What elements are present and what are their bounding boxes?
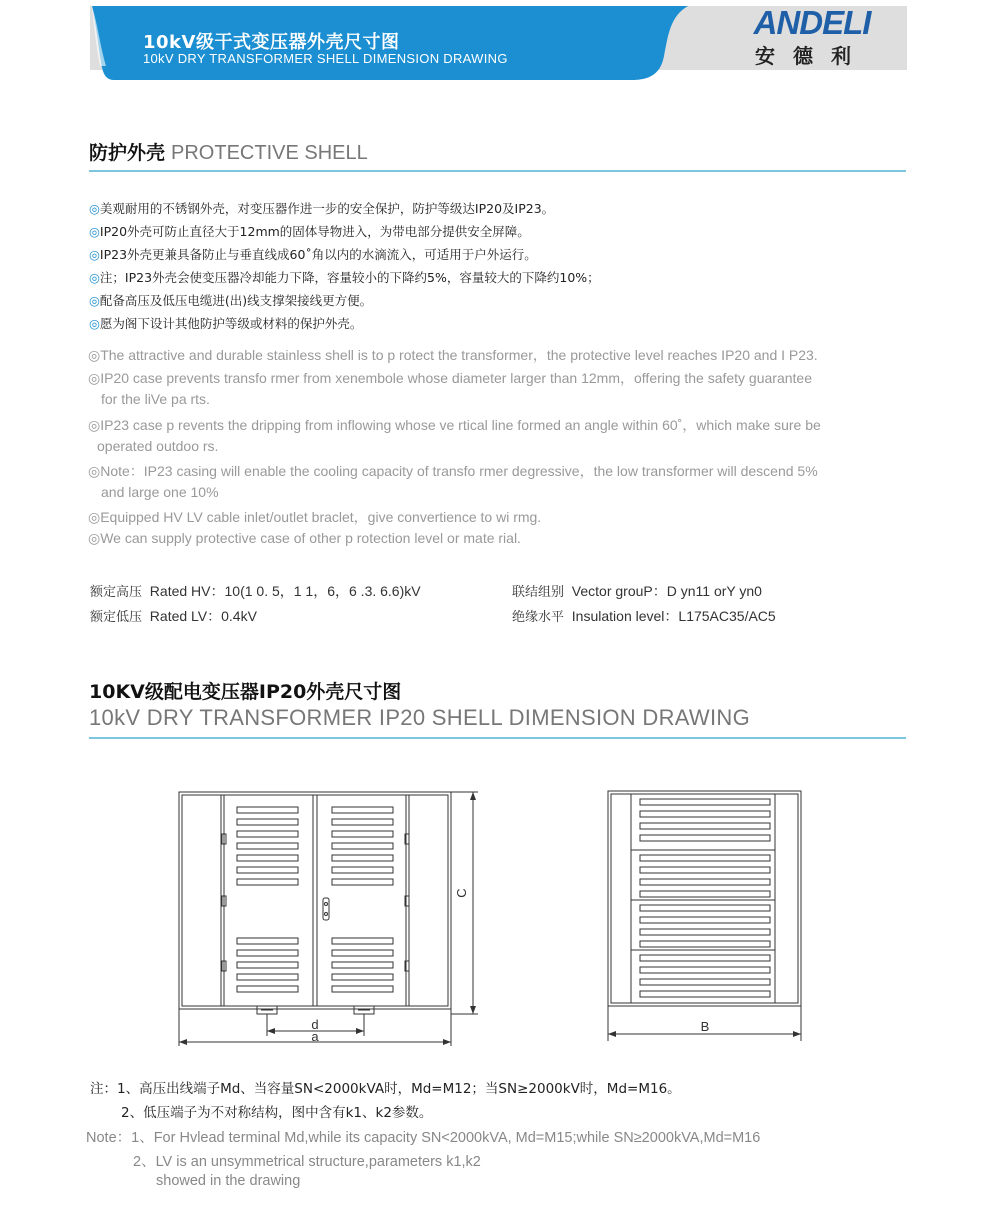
bullet-cn: ◎注；IP23外壳会使变压器冷却能力下降，容量较小的下降约5%，容量较大的下降约10%； [89,270,600,285]
bullet-en: ◎IP20 case prevents transfo rmer from xenembole whose diameter larger than 12mm，offering the safety guarantee [88,370,812,386]
bullet-en: ◎IP23 case p revents the dripping from inflowing whose ve rtical line formed an angle within 60˚，which make sure be [88,417,821,433]
section-title-cn: 防护外壳 [89,142,166,164]
brand-logo-cn: 安德利 [755,44,869,68]
bullet-en-continued: for the liVe pa rts. [101,391,210,407]
bullet-cn: ◎IP23外壳更兼具备防止与垂直线成60˚角以内的水滴流入，可适用于户外运行。 [89,247,537,262]
bullet-en: ◎Note：IP23 casing will enable the cooling capacity of transfo rmer degressive，the low transformer will descend 5% [88,463,818,479]
bullet-cn: ◎配备高压及低压电缆进(出)线支撑架接线更方便。 [89,293,373,308]
dim-label-d: d [311,1017,319,1032]
bullet-cn: ◎美观耐用的不锈钢外壳，对变压器作进一步的安全保护，防护等级达IP20及IP23。 [89,201,555,216]
bullet-en: ◎The attractive and durable stainless shell is to p rotect the transformer，the protective level reaches IP20 and I P23. [88,347,818,363]
section-title-en: PROTECTIVE SHELL [171,142,368,164]
note-en-3: showed in the drawing [156,1173,301,1189]
side-view [608,791,801,1041]
bullet-en: ◎We can supply protective case of other p rotection level or mate rial. [88,530,521,546]
header-title-cn: 10kV级干式变压器外壳尺寸图 [143,32,400,53]
note-cn-1: 注：1、高压出线端子Md、当容量SN<2000kVA时，Md=M12；当SN≥2000kV时，Md=M16。 [90,1081,681,1097]
bullet-en-continued: and large one 10% [101,484,219,500]
bullet-en: ◎Equipped HV LV cable inlet/outlet braclet，give convertience to wi rmg. [88,509,542,525]
note-cn-2: 2、低压端子为不对称结构，图中含有k1、k2参数。 [121,1105,433,1121]
section-ip20-title-cn: 10KV级配电变压器IP20外壳尺寸图 [89,681,402,703]
section-ip20-title-en: 10kV DRY TRANSFORMER IP20 SHELL DIMENSION DRAWING [89,705,750,730]
note-en-1: Note：1、For Hvlead terminal Md,while its capacity SN<2000kVA, Md=M15;while SN≥2000kVA,Md=M16 [86,1130,761,1146]
spec-insulation-level: 绝缘水平 Insulation level：L175AC35/AC5 [512,608,776,625]
bullet-cn: ◎IP20外壳可防止直径大于12mm的固体导物进入，为带电部分提供安全屏障。 [89,224,530,239]
section-divider [89,170,906,172]
dim-label-a: a [311,1029,319,1044]
spec-vector-group: 联结组别 Vector grouP：D yn11 orY yn0 [512,583,762,600]
note-en-2: 2、LV is an unsymmetrical structure,parameters k1,k2 [133,1154,481,1170]
brand-logo-en: ANDELI [753,4,871,41]
header-title-en: 10kV DRY TRANSFORMER SHELL DIMENSION DRAWING [143,51,508,66]
section-protective-shell-title [89,138,368,165]
bullet-en-continued: operated outdoo rs. [97,438,219,454]
dim-label-c: C [454,888,469,898]
spec-rated-lv: 额定低压 Rated LV：0.4kV [90,608,257,625]
dim-label-b: B [700,1019,710,1034]
front-view [179,792,478,1046]
spec-rated-hv: 额定高压 Rated HV：10(1 0. 5，1 1，6，6 .3. 6.6)kV [90,583,421,600]
section-divider [89,737,906,739]
bullet-cn: ◎愿为阁下设计其他防护等级或材料的保护外壳。 [89,316,363,331]
